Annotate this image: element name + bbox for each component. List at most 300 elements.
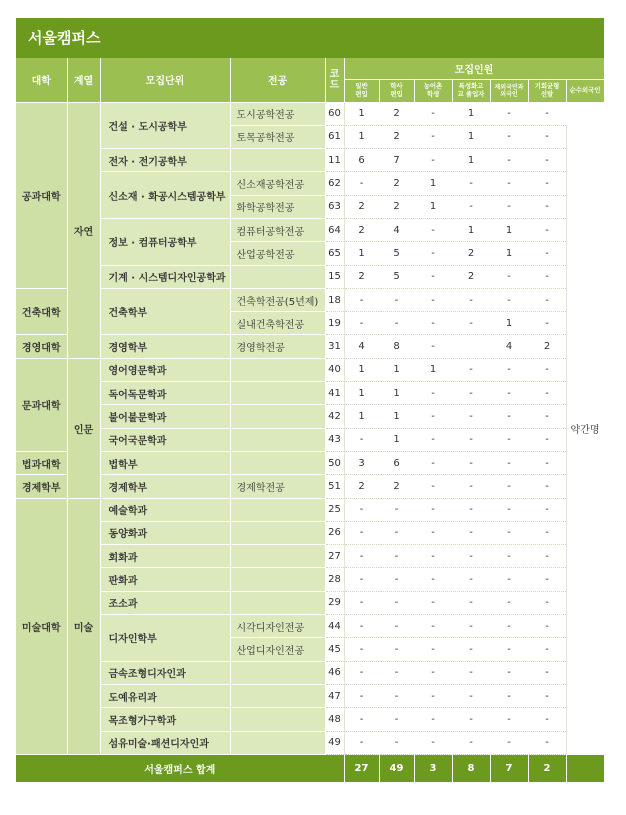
quota-cell: - xyxy=(452,288,490,311)
quota-cell: - xyxy=(490,731,528,754)
quota-cell: - xyxy=(490,591,528,614)
code-cell: 48 xyxy=(325,708,344,731)
quota-cell: - xyxy=(414,335,452,358)
quota-cell: 2 xyxy=(379,172,414,195)
quota-cell: - xyxy=(452,312,490,335)
quota-cell: - xyxy=(528,615,566,638)
quota-cell: - xyxy=(490,382,528,405)
table-row xyxy=(16,172,604,195)
quota-cell: 1 xyxy=(344,102,379,125)
quota-cell: 1 xyxy=(379,405,414,428)
quota-cell: - xyxy=(528,708,566,731)
quota-cell: 2 xyxy=(528,335,566,358)
header-quota-col: 재외국민과 외국인 xyxy=(490,79,528,102)
unit-cell: 정보 · 컴퓨터공학부 xyxy=(100,218,230,265)
code-cell: 19 xyxy=(325,312,344,335)
quota-cell: 2 xyxy=(379,125,414,148)
major-cell xyxy=(230,684,325,707)
quota-cell: - xyxy=(452,568,490,591)
table-row xyxy=(16,568,604,591)
total-value: 3 xyxy=(414,754,452,782)
quota-cell: - xyxy=(528,638,566,661)
code-cell: 50 xyxy=(325,451,344,474)
header-field: 계열 xyxy=(67,58,100,102)
quota-cell: - xyxy=(344,731,379,754)
quota-cell: - xyxy=(379,684,414,707)
total-label: 서울캠퍼스 합계 xyxy=(16,754,344,782)
unit-cell: 독어독문학과 xyxy=(100,382,230,405)
code-cell: 45 xyxy=(325,638,344,661)
header-quota-col: 일반 편입 xyxy=(344,79,379,102)
quota-cell: 4 xyxy=(344,335,379,358)
college-cell: 미술대학 xyxy=(16,498,67,754)
quota-cell: - xyxy=(490,358,528,381)
quota-cell: 2 xyxy=(344,475,379,498)
unit-cell: 경영학부 xyxy=(100,335,230,358)
quota-cell: - xyxy=(379,708,414,731)
quota-cell: - xyxy=(379,591,414,614)
quota-cell: 4 xyxy=(379,218,414,241)
quota-cell: - xyxy=(414,265,452,288)
major-cell: 산업공학전공 xyxy=(230,242,325,265)
quota-cell: - xyxy=(490,172,528,195)
code-cell: 27 xyxy=(325,545,344,568)
unit-cell: 국어국문학과 xyxy=(100,428,230,451)
table-row xyxy=(16,265,604,288)
quota-cell: - xyxy=(344,591,379,614)
code-cell: 26 xyxy=(325,521,344,544)
quota-cell: - xyxy=(414,125,452,148)
quota-cell: - xyxy=(528,312,566,335)
quota-cell: - xyxy=(414,638,452,661)
college-cell: 경영대학 xyxy=(16,335,67,358)
table-row xyxy=(16,498,604,521)
quota-cell: 6 xyxy=(379,451,414,474)
table-row xyxy=(16,661,604,684)
college-cell: 법과대학 xyxy=(16,451,67,474)
quota-cell: - xyxy=(414,568,452,591)
quota-cell: - xyxy=(452,475,490,498)
unit-cell: 기계 · 시스템디자인공학과 xyxy=(100,265,230,288)
quota-cell: - xyxy=(379,615,414,638)
code-cell: 28 xyxy=(325,568,344,591)
quota-cell: - xyxy=(490,661,528,684)
quota-cell: 2 xyxy=(452,242,490,265)
quota-cell: - xyxy=(490,288,528,311)
header-college: 대학 xyxy=(16,58,67,102)
quota-cell: - xyxy=(490,451,528,474)
quota-cell: - xyxy=(379,312,414,335)
major-cell xyxy=(230,451,325,474)
quota-cell: - xyxy=(414,242,452,265)
quota-cell: - xyxy=(344,428,379,451)
quota-cell: 1 xyxy=(414,172,452,195)
quota-cell: - xyxy=(528,731,566,754)
major-cell: 화학공학전공 xyxy=(230,195,325,218)
header-quota-col: 특성화고 교 졸업자 xyxy=(452,79,490,102)
unit-cell: 건설 · 도시공학부 xyxy=(100,102,230,149)
code-cell: 43 xyxy=(325,428,344,451)
quota-cell: - xyxy=(414,731,452,754)
quota-cell: 2 xyxy=(379,102,414,125)
quota-cell: - xyxy=(528,172,566,195)
unit-cell: 동양화과 xyxy=(100,521,230,544)
quota-cell: - xyxy=(528,195,566,218)
code-cell: 46 xyxy=(325,661,344,684)
code-cell: 29 xyxy=(325,591,344,614)
unit-cell: 불어불문학과 xyxy=(100,405,230,428)
unit-cell: 전자 · 전기공학부 xyxy=(100,149,230,172)
major-cell: 산업디자인전공 xyxy=(230,638,325,661)
quota-cell: 1 xyxy=(344,358,379,381)
total-value: 8 xyxy=(452,754,490,782)
quota-cell: - xyxy=(344,288,379,311)
table-row xyxy=(16,102,604,125)
quota-cell: - xyxy=(528,568,566,591)
quota-cell: - xyxy=(379,661,414,684)
campus-title: 서울캠퍼스 xyxy=(16,18,604,58)
quota-cell: - xyxy=(452,195,490,218)
table-row xyxy=(16,475,604,498)
major-cell xyxy=(230,708,325,731)
unit-cell: 신소재 · 화공시스템공학부 xyxy=(100,172,230,219)
quota-cell: 1 xyxy=(452,149,490,172)
major-cell: 컴퓨터공학전공 xyxy=(230,218,325,241)
quota-cell: - xyxy=(490,615,528,638)
quota-cell: - xyxy=(528,684,566,707)
code-cell: 18 xyxy=(325,288,344,311)
code-cell: 49 xyxy=(325,731,344,754)
unit-cell: 금속조형디자인과 xyxy=(100,661,230,684)
major-cell xyxy=(230,382,325,405)
table-row xyxy=(16,149,604,172)
quota-cell: - xyxy=(414,708,452,731)
total-value: 2 xyxy=(528,754,566,782)
quota-cell: 1 xyxy=(490,312,528,335)
quota-cell: - xyxy=(414,521,452,544)
quota-cell: - xyxy=(490,428,528,451)
code-cell: 60 xyxy=(325,102,344,125)
unit-cell: 조소과 xyxy=(100,591,230,614)
code-cell: 61 xyxy=(325,125,344,148)
major-cell: 토목공학전공 xyxy=(230,125,325,148)
quota-cell: 1 xyxy=(344,382,379,405)
quota-cell: - xyxy=(414,382,452,405)
header-code: 코드 xyxy=(325,58,344,102)
quota-cell: 5 xyxy=(379,242,414,265)
quota-cell: 2 xyxy=(344,195,379,218)
code-cell: 64 xyxy=(325,218,344,241)
quota-cell: - xyxy=(452,731,490,754)
quota-cell: - xyxy=(414,312,452,335)
quota-cell: - xyxy=(452,451,490,474)
quota-cell: - xyxy=(414,591,452,614)
quota-cell: - xyxy=(452,591,490,614)
quota-cell: 1 xyxy=(490,242,528,265)
quota-cell: 6 xyxy=(344,149,379,172)
unit-cell: 목조형가구학과 xyxy=(100,708,230,731)
code-cell: 40 xyxy=(325,358,344,381)
quota-cell: - xyxy=(344,498,379,521)
code-cell: 44 xyxy=(325,615,344,638)
quota-cell: - xyxy=(490,102,528,125)
code-cell: 62 xyxy=(325,172,344,195)
field-cell: 인문 xyxy=(67,358,100,498)
quota-cell: 2 xyxy=(379,475,414,498)
code-cell: 11 xyxy=(325,149,344,172)
quota-cell: 1 xyxy=(414,195,452,218)
major-cell: 실내건축학전공 xyxy=(230,312,325,335)
quota-cell: - xyxy=(490,684,528,707)
quota-cell: - xyxy=(414,102,452,125)
major-cell xyxy=(230,405,325,428)
total-value: 7 xyxy=(490,754,528,782)
quota-cell: - xyxy=(528,125,566,148)
quota-cell: 4 xyxy=(490,335,528,358)
quota-cell: 1 xyxy=(379,428,414,451)
unit-cell: 예술학과 xyxy=(100,498,230,521)
quota-cell: - xyxy=(379,731,414,754)
header-quota-col: 학사 편입 xyxy=(379,79,414,102)
table-row xyxy=(16,288,604,311)
quota-cell: - xyxy=(414,498,452,521)
code-cell: 65 xyxy=(325,242,344,265)
quota-cell: - xyxy=(414,475,452,498)
quota-cell: - xyxy=(528,288,566,311)
unit-cell: 경제학부 xyxy=(100,475,230,498)
quota-cell: - xyxy=(452,498,490,521)
quota-cell: 1 xyxy=(452,125,490,148)
quota-cell: - xyxy=(490,125,528,148)
quota-cell: 5 xyxy=(379,265,414,288)
table-row xyxy=(16,218,604,241)
table-row xyxy=(16,358,604,381)
quota-cell: - xyxy=(414,428,452,451)
quota-cell: 2 xyxy=(379,195,414,218)
college-cell: 경제학부 xyxy=(16,475,67,498)
quota-cell: - xyxy=(490,545,528,568)
code-cell: 63 xyxy=(325,195,344,218)
quota-cell: 1 xyxy=(379,358,414,381)
quota-cell: - xyxy=(528,521,566,544)
table-row xyxy=(16,335,604,358)
quota-cell: - xyxy=(490,568,528,591)
college-cell: 문과대학 xyxy=(16,358,67,451)
header-unit: 모집단위 xyxy=(100,58,230,102)
quota-cell: - xyxy=(414,661,452,684)
admission-table-panel xyxy=(16,18,604,783)
unit-cell: 판화과 xyxy=(100,568,230,591)
quota-cell: - xyxy=(452,545,490,568)
quota-cell: - xyxy=(490,498,528,521)
quota-cell: - xyxy=(414,451,452,474)
quota-cell: - xyxy=(414,288,452,311)
major-cell xyxy=(230,265,325,288)
table-row xyxy=(16,684,604,707)
quota-cell: - xyxy=(490,405,528,428)
quota-cell: - xyxy=(379,498,414,521)
admission-table xyxy=(16,58,605,783)
quota-cell: - xyxy=(344,521,379,544)
code-cell: 51 xyxy=(325,475,344,498)
table-row xyxy=(16,731,604,754)
unit-cell: 도예유리과 xyxy=(100,684,230,707)
quota-cell: 1 xyxy=(344,405,379,428)
code-cell: 15 xyxy=(325,265,344,288)
quota-cell: - xyxy=(452,638,490,661)
quota-cell: - xyxy=(452,661,490,684)
quota-cell: - xyxy=(528,498,566,521)
unit-cell: 법학부 xyxy=(100,451,230,474)
total-blank xyxy=(566,754,604,782)
quota-cell: 1 xyxy=(490,218,528,241)
quota-cell: - xyxy=(344,661,379,684)
quota-cell: - xyxy=(344,568,379,591)
unit-cell: 섬유미술·패션디자인과 xyxy=(100,731,230,754)
quota-cell: - xyxy=(344,638,379,661)
quota-cell: - xyxy=(528,265,566,288)
header-quota-col: 기회균형 선발 xyxy=(528,79,566,102)
major-cell xyxy=(230,428,325,451)
quota-cell: - xyxy=(344,684,379,707)
quota-cell: - xyxy=(528,405,566,428)
unit-cell: 영어영문학과 xyxy=(100,358,230,381)
major-cell: 도시공학전공 xyxy=(230,102,325,125)
table-row xyxy=(16,405,604,428)
total-value: 49 xyxy=(379,754,414,782)
code-cell: 41 xyxy=(325,382,344,405)
quota-cell: - xyxy=(414,218,452,241)
quota-cell: - xyxy=(528,545,566,568)
quota-cell: - xyxy=(379,521,414,544)
field-cell: 자연 xyxy=(67,102,100,358)
quota-cell: 7 xyxy=(379,149,414,172)
header-quota-col: 순수외국인 xyxy=(566,79,604,102)
quota-cell: - xyxy=(379,545,414,568)
quota-cell: - xyxy=(490,638,528,661)
unit-cell: 디자인학부 xyxy=(100,615,230,662)
code-cell: 47 xyxy=(325,684,344,707)
major-cell: 건축학전공(5년제) xyxy=(230,288,325,311)
header-major: 전공 xyxy=(230,58,325,102)
quota-cell: - xyxy=(414,149,452,172)
quota-cell: 2 xyxy=(452,265,490,288)
quota-cell: - xyxy=(452,615,490,638)
quota-cell: - xyxy=(528,451,566,474)
quota-cell: - xyxy=(490,265,528,288)
major-cell: 경제학전공 xyxy=(230,475,325,498)
quota-cell: 1 xyxy=(414,358,452,381)
table-row xyxy=(16,382,604,405)
header-quota-col: 농어촌 학생 xyxy=(414,79,452,102)
college-cell: 공과대학 xyxy=(16,102,67,288)
major-cell xyxy=(230,358,325,381)
quota-cell: - xyxy=(344,545,379,568)
quota-cell: - xyxy=(490,521,528,544)
code-cell: 31 xyxy=(325,335,344,358)
quota-cell: - xyxy=(528,218,566,241)
quota-cell: 1 xyxy=(452,218,490,241)
quota-cell: - xyxy=(528,428,566,451)
table-row xyxy=(16,521,604,544)
code-cell: 25 xyxy=(325,498,344,521)
code-cell: 42 xyxy=(325,405,344,428)
quota-cell: 3 xyxy=(344,451,379,474)
quota-cell: - xyxy=(414,545,452,568)
quota-cell: - xyxy=(452,708,490,731)
quota-cell: - xyxy=(528,661,566,684)
quota-cell: 2 xyxy=(344,218,379,241)
quota-cell: - xyxy=(452,405,490,428)
quota-cell: 1 xyxy=(452,102,490,125)
major-cell xyxy=(230,149,325,172)
major-cell xyxy=(230,498,325,521)
quota-cell: - xyxy=(414,684,452,707)
quota-cell: - xyxy=(490,195,528,218)
table-row xyxy=(16,708,604,731)
quota-cell: - xyxy=(452,382,490,405)
quota-cell: 8 xyxy=(379,335,414,358)
quota-cell: - xyxy=(452,521,490,544)
total-value: 27 xyxy=(344,754,379,782)
field-cell: 미술 xyxy=(67,498,100,754)
quota-cell: - xyxy=(414,615,452,638)
quota-cell: - xyxy=(528,149,566,172)
quota-cell: - xyxy=(379,288,414,311)
quota-cell: - xyxy=(490,149,528,172)
quota-cell: - xyxy=(490,475,528,498)
quota-cell: - xyxy=(452,358,490,381)
quota-cell: 2 xyxy=(344,265,379,288)
college-cell: 건축대학 xyxy=(16,288,67,335)
quota-cell: - xyxy=(528,242,566,265)
quota-cell: - xyxy=(528,102,566,125)
quota-cell: 1 xyxy=(344,242,379,265)
quota-cell: - xyxy=(490,708,528,731)
major-cell: 신소재공학전공 xyxy=(230,172,325,195)
major-cell: 시각디자인전공 xyxy=(230,615,325,638)
unit-cell: 회화과 xyxy=(100,545,230,568)
major-cell xyxy=(230,568,325,591)
quota-cell: - xyxy=(344,312,379,335)
table-row xyxy=(16,615,604,638)
quota-cell: - xyxy=(452,684,490,707)
header-quota-group: 모집인원 xyxy=(344,58,604,79)
quota-cell: - xyxy=(528,358,566,381)
quota-cell xyxy=(452,335,490,358)
quota-cell: - xyxy=(528,382,566,405)
quota-cell: - xyxy=(379,638,414,661)
quota-cell: - xyxy=(452,172,490,195)
major-cell xyxy=(230,545,325,568)
quota-cell: - xyxy=(452,428,490,451)
major-cell xyxy=(230,661,325,684)
quota-cell: - xyxy=(344,708,379,731)
major-cell: 경영학전공 xyxy=(230,335,325,358)
table-row xyxy=(16,428,604,451)
quota-cell: - xyxy=(344,615,379,638)
major-cell xyxy=(230,731,325,754)
table-row xyxy=(16,451,604,474)
quota-cell: 1 xyxy=(344,125,379,148)
quota-cell: - xyxy=(379,568,414,591)
table-row xyxy=(16,591,604,614)
quota-cell: - xyxy=(344,172,379,195)
quota-cell: - xyxy=(528,591,566,614)
major-cell xyxy=(230,591,325,614)
quota-cell: - xyxy=(414,405,452,428)
foreigner-note: 약간명 xyxy=(566,102,604,754)
